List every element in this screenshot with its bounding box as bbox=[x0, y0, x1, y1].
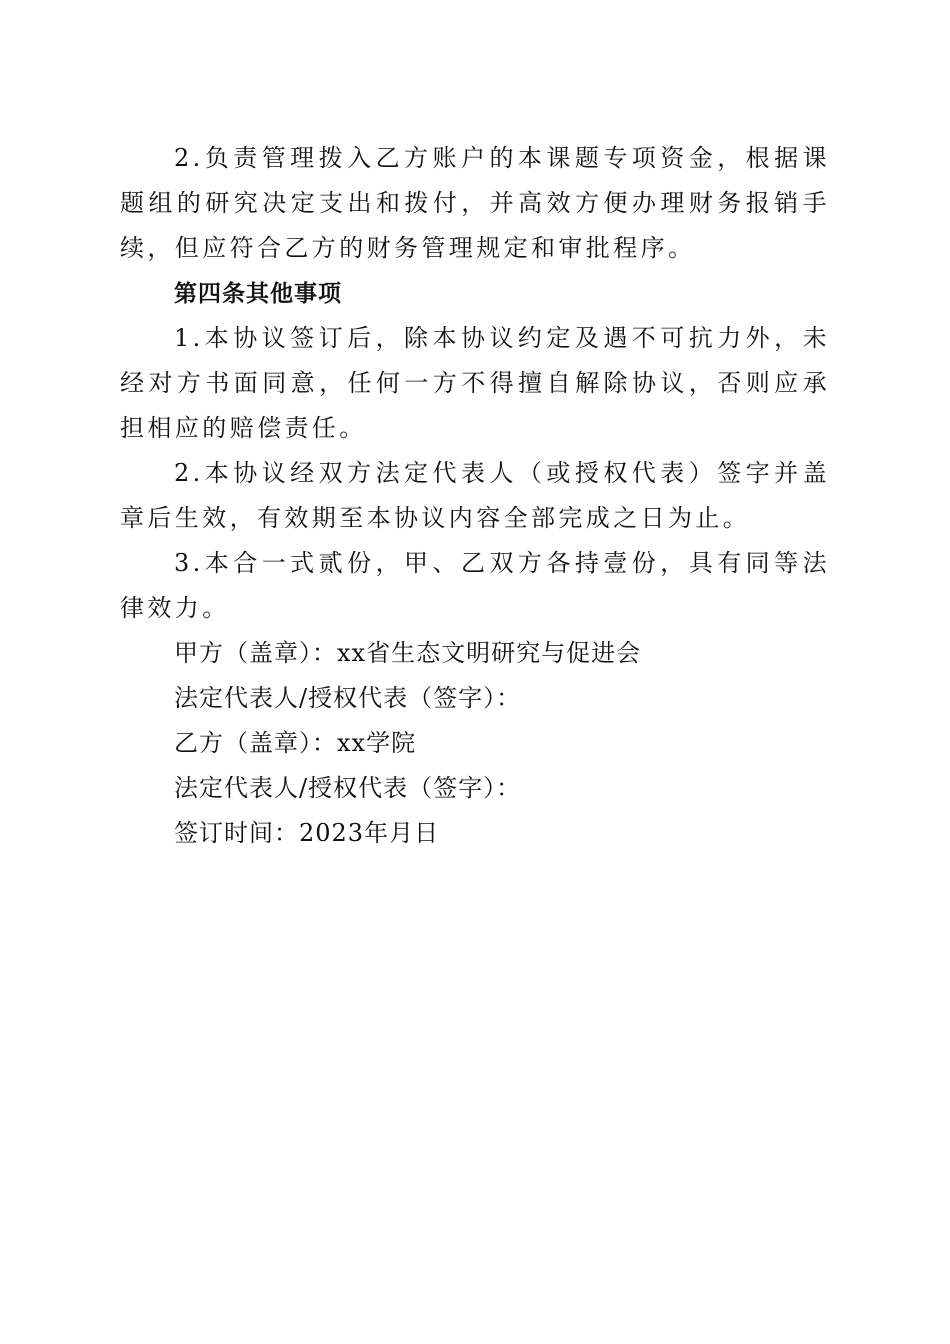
clause-3-copies: 3.本合一式贰份，甲、乙双方各持壹份，具有同等法律效力。 bbox=[120, 549, 830, 622]
party-b-seal-line: 乙方（盖章）：xx学院 bbox=[174, 729, 417, 757]
clause-1-termination: 1.本协议签订后，除本协议约定及遇不可抗力外，未经对方书面同意，任何一方不得擅自解除协议，否则应承担相应的赔偿责任。 bbox=[120, 324, 830, 442]
party-b-representative-line: 法定代表人/授权代表（签字）： bbox=[174, 774, 522, 802]
party-a-seal-line: 甲方（盖章）：xx省生态文明研究与促进会 bbox=[174, 639, 642, 667]
signing-date-line: 签订时间：2023年月日 bbox=[174, 819, 440, 847]
paragraph-funds-management: 2.负责管理拨入乙方账户的本课题专项资金，根据课题组的研究决定支出和拨付，并高效方便办理财务报销手续，但应符合乙方的财务管理规定和审批程序。 bbox=[120, 144, 830, 262]
section-heading-article-four: 第四条其他事项 bbox=[174, 280, 342, 307]
clause-2-effectiveness: 2.本协议经双方法定代表人（或授权代表）签字并盖章后生效，有效期至本协议内容全部完成之日为止。 bbox=[120, 459, 830, 532]
party-a-representative-line: 法定代表人/授权代表（签字）： bbox=[174, 684, 522, 712]
